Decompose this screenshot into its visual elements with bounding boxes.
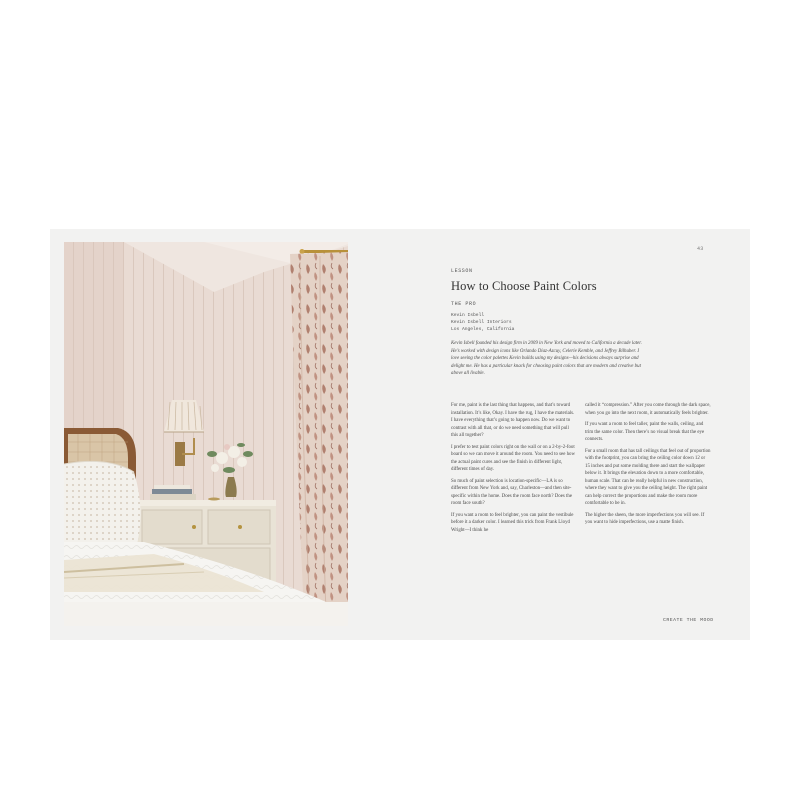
body-paragraph: called it “compression.” After you come through the dark space, when you go into the next room, it automatically feels brighter. [585, 403, 711, 416]
pro-label: THE PRO [451, 301, 477, 307]
pro-name: Kevin Isbell [451, 313, 485, 318]
section-kicker: LESSON [451, 268, 473, 274]
running-footer: CREATE THE MOOD [663, 618, 714, 623]
pro-firm: Kevin Isbell Interiors [451, 320, 512, 325]
pro-location: Los Angeles, California [451, 327, 515, 332]
body-paragraph: For me, paint is the last thing that happens, and that’s toward installation. It’s like, Okay. I have the rug, I have the materials. I have everything that’s going to happen now. Do we want to contrast with all that, or do we need something that will pull this all together? [451, 403, 575, 438]
right-column [585, 402, 711, 531]
body-paragraph: The higher the sheen, the more imperfections you will see. If you want to hide imperfections, use a matte finish. [585, 512, 705, 525]
bedroom-photo [64, 242, 348, 626]
body-paragraph: I prefer to test paint colors right on the wall or on a 2-by-2-foot board so we can move it around the room. You need to see how the actual paint cures and see the finish in different light, different times of day. [451, 444, 576, 472]
body-paragraph: If you want a room to feel brighter, you can paint the vestibule before it a darker color. I learned this trick from Frank Lloyd Wright—I think he [451, 512, 574, 533]
bedroom-illustration [64, 242, 348, 626]
body-paragraph: For a small room that has tall ceilings that feel out of proportion with the footprint, you can bring the ceiling color down 12 or 15 inches and put some molding there and start the wallpaper below it. It brings the elevation down to a more comfortable, human scale. That can be really helpful in new construction, where they want to give you the ceiling height. The right paint can help correct the proportions and make the room more comfortable to be in. [585, 448, 711, 506]
body-paragraph: If you want a room to feel taller, paint the walls, ceiling, and trim the same color. Then there’s no visual break that the eye connects. [585, 422, 705, 442]
page-number: 43 [697, 246, 704, 252]
page-title: How to Choose Paint Colors [451, 279, 597, 293]
intro-paragraph: Kevin Isbell founded his design firm in 2009 in New York and moved to California a decade later. He’s worked with design icons like Orlando Diaz-Azcuy, Celerie Kemble, and Jeffrey Bilhuber. I love seeing the color palettes Kevin builds using my designs—his decisions always surprise and delight me. He has a particular knack for choosing paint colors that are modern and creative but above all livable. [451, 341, 642, 376]
body-paragraph: So much of paint selection is location-specific—LA is so different from New York and, say, Charleston—and then site-specific within the home. Does the room face north? Does the room face south? [451, 478, 573, 506]
left-column [451, 402, 577, 538]
